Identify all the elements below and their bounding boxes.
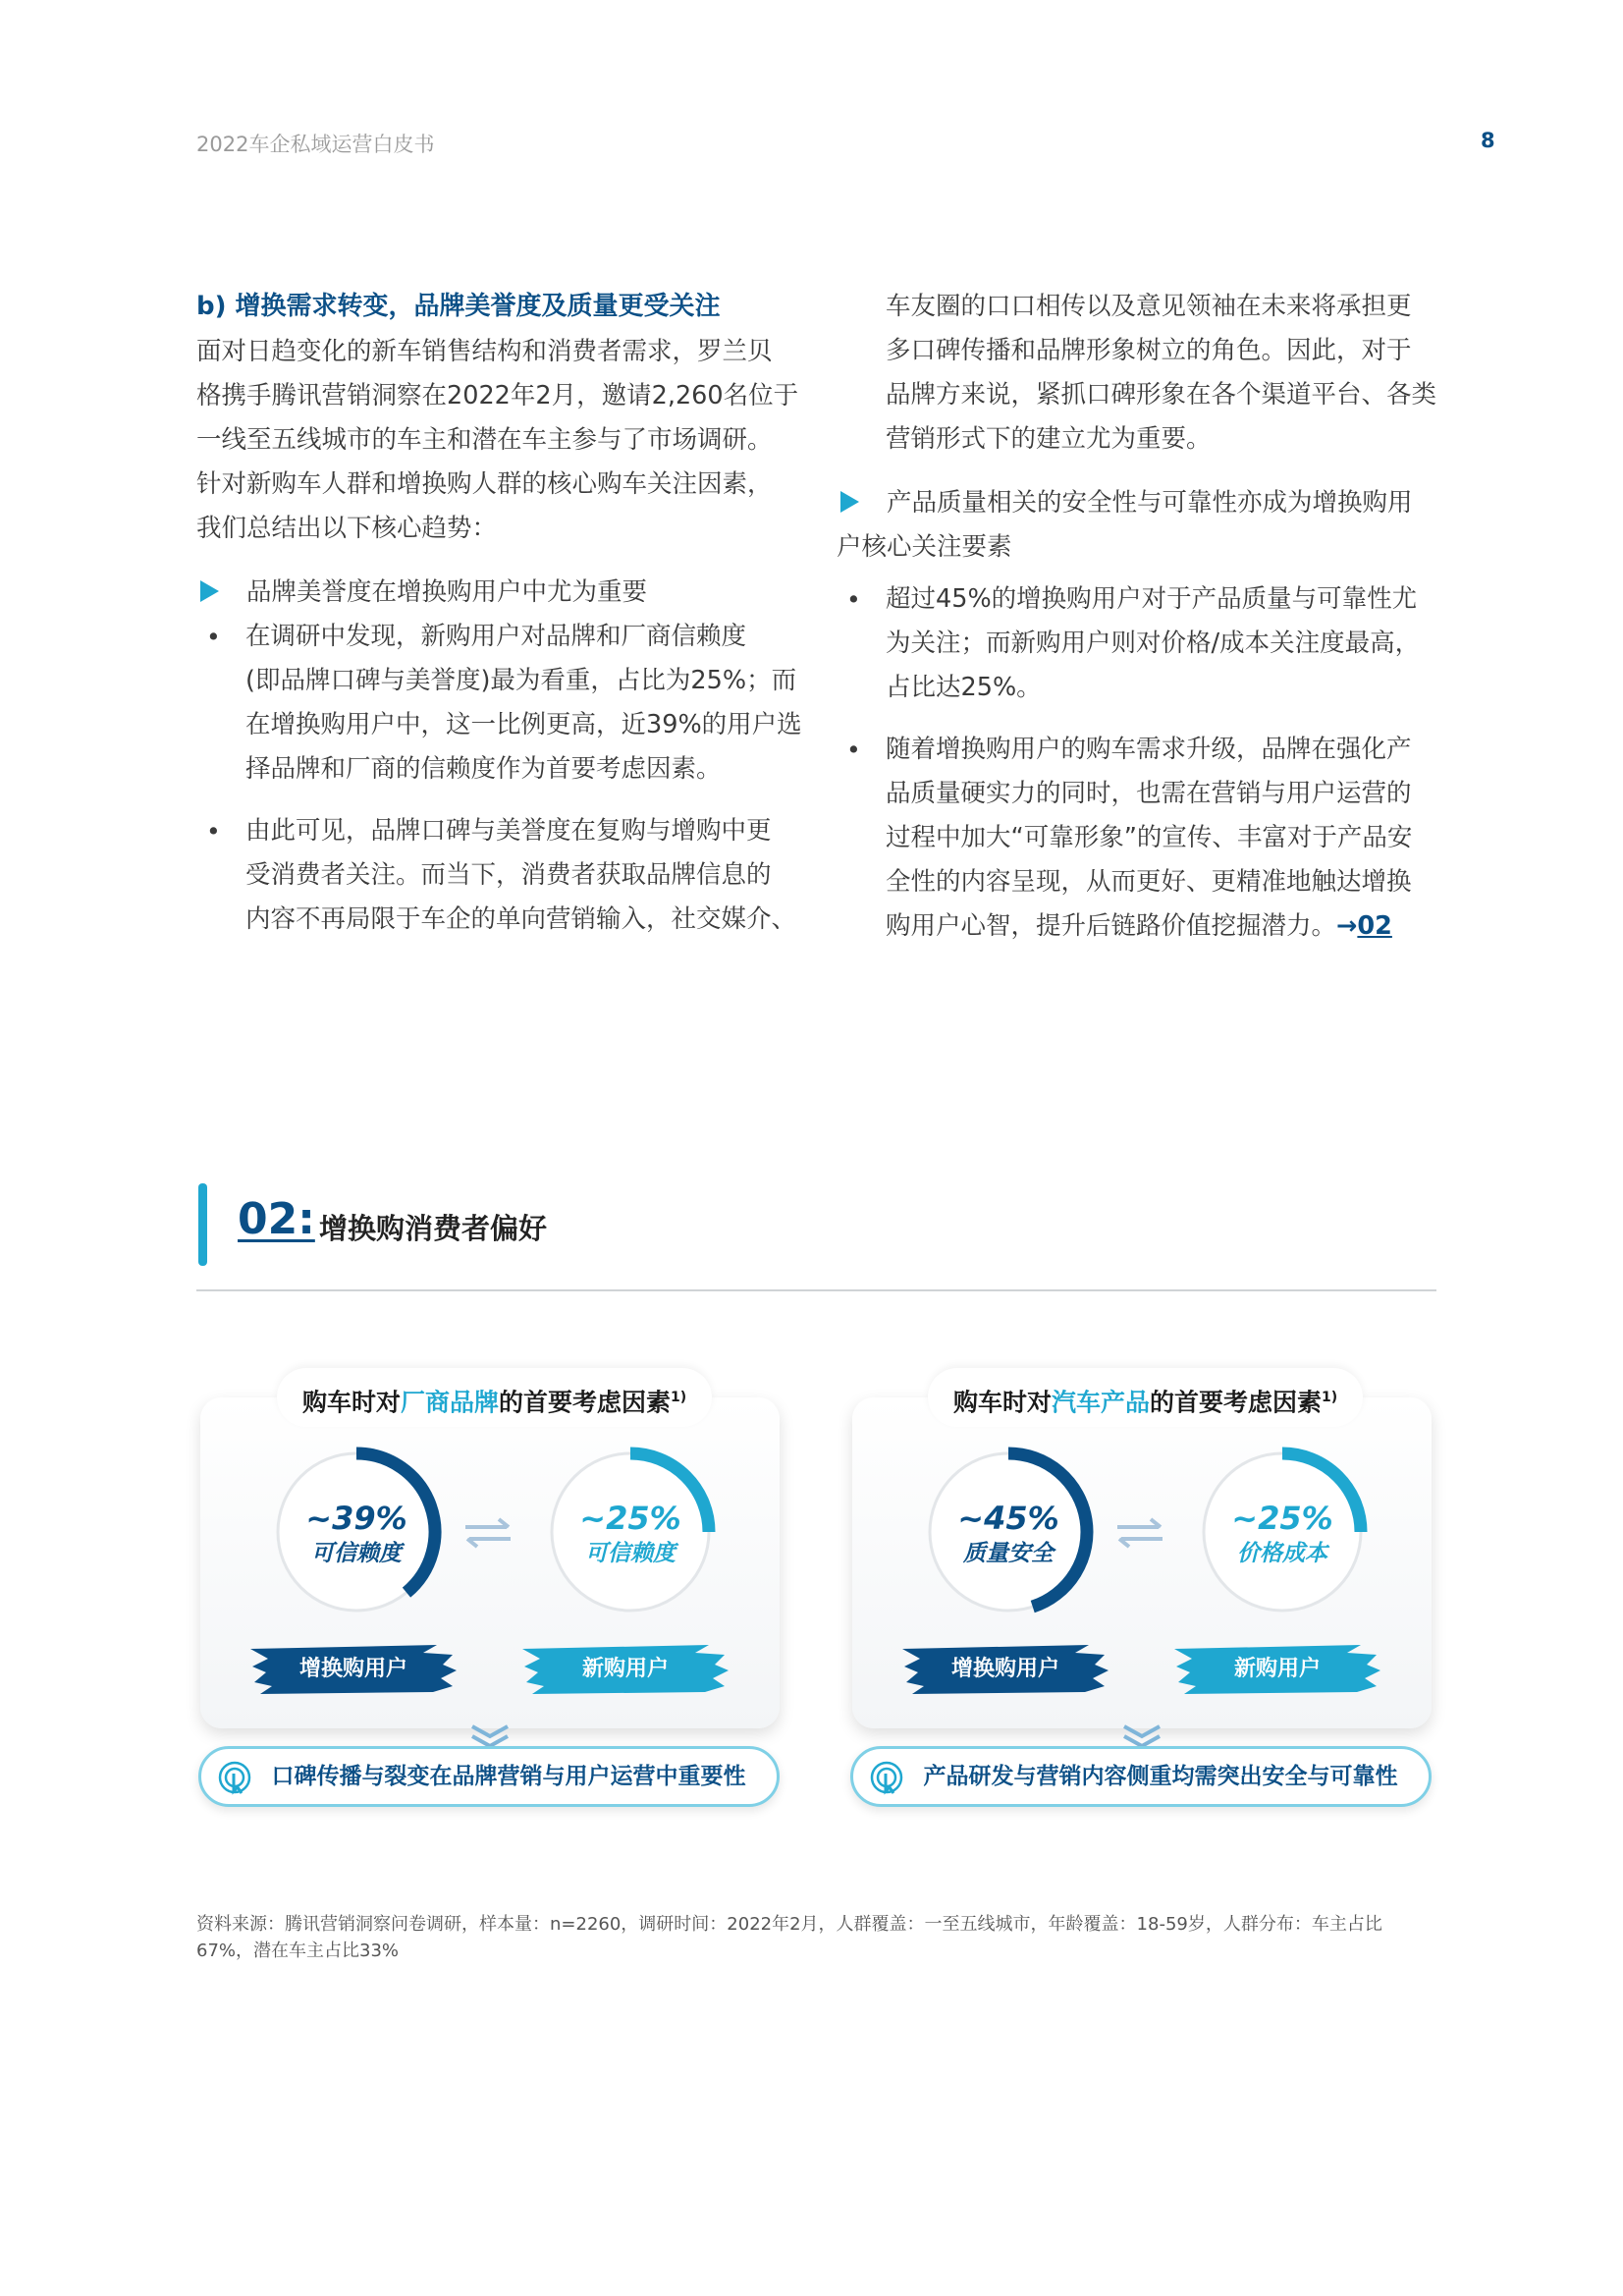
conclusion-text: 产品研发与营销内容侧重均需突出安全与可靠性 (923, 1764, 1398, 1789)
right-text-column (837, 285, 1445, 949)
triangle-bullet-icon (840, 491, 859, 513)
panel-title: 购车时对汽车产品的首要考虑因素$^{1)}$ (928, 1368, 1363, 1427)
text-line: 在调研中发现，新购用户对品牌和厂商信赖度 (245, 622, 747, 651)
bullet-item (196, 615, 805, 792)
ring-value-block (542, 1500, 719, 1570)
bullet-dot-icon: • (206, 623, 221, 651)
source-note: 资料来源：腾讯营销洞察问卷调研，样本量：n=2260，调研时间：2022年2月，人群覆盖：一至五线城市，年龄覆盖：18-59岁，人群分布：车主占比67%，潜在车主占比33% (196, 1914, 1382, 1961)
section-subheading: b) 增换需求转变，品牌美誉度及质量更受关注 (196, 292, 721, 321)
bullet-item (196, 809, 805, 942)
bullet-item (837, 577, 1445, 710)
text-line: 面对日趋变化的新车销售结构和消费者需求，罗兰贝 (196, 337, 773, 366)
key-point-heading (837, 481, 1445, 570)
text-line: 品质量硬实力的同时，也需在营销与用户运营的 (886, 779, 1412, 808)
left-text-column (196, 285, 805, 942)
key-point-text: 户核心关注要素 (837, 532, 1012, 562)
section-number: 02: (238, 1194, 315, 1244)
text-line: (即品牌口碑与美誉度)最为看重，占比为25%；而 (245, 666, 797, 695)
intro-paragraph (196, 330, 805, 551)
text-line: 择品牌和厂商的信赖度作为首要考虑因素。 (245, 754, 722, 784)
text-line: 全性的内容呈现，从而更好、更精准地触达增换 (886, 867, 1412, 897)
ring-label: 质量安全 (963, 1541, 1054, 1566)
text-line: 我们总结出以下核心趋势： (196, 514, 498, 543)
text-line: 营销形式下的建立尤为重要。 (886, 424, 1212, 454)
user-group-label: 增换购用户 (298, 1657, 407, 1681)
ring-label: 可信赖度 (585, 1541, 676, 1566)
ring-percentage: ~45% (957, 1500, 1059, 1537)
text-line: 由此可见，品牌口碑与美誉度在复购与增购中更 (245, 816, 772, 846)
conclusion-text: 口碑传播与裂变在品牌营销与用户运营中重要性 (271, 1764, 746, 1789)
section-divider (196, 1289, 1436, 1291)
user-group-label: 增换购用户 (950, 1657, 1059, 1681)
user-group-label: 新购用户 (1233, 1657, 1321, 1681)
text-line: 超过45%的增换购用户对于产品质量与可靠性尤 (886, 584, 1418, 614)
text-line: 占比达25%。 (886, 673, 1042, 702)
page-number: 8 (1481, 129, 1495, 152)
text-line: 品牌方来说，紧抓口碑形象在各个渠道平台、各类 (886, 380, 1437, 410)
text-line: 多口碑传播和品牌形象树立的角色。因此，对于 (886, 336, 1412, 365)
ring-value-block (268, 1500, 445, 1570)
figure-link[interactable]: 02 (1357, 911, 1392, 941)
bullet-dot-icon: • (846, 736, 861, 764)
arrow-right-icon: → (1336, 911, 1358, 941)
continuation-paragraph (837, 285, 1445, 462)
text-line: 过程中加大“可靠形象”的宣传、丰富对于产品安 (886, 823, 1413, 852)
ring-percentage: ~25% (579, 1500, 681, 1537)
bullet-dot-icon: • (846, 585, 861, 614)
key-point-heading (196, 571, 805, 615)
key-point-text: 产品质量相关的安全性与可靠性亦成为增换购用 (887, 488, 1413, 518)
text-line: 车友圈的口口相传以及意见领袖在未来将承担更 (886, 292, 1412, 321)
section-accent-bar (198, 1183, 207, 1266)
text-line: 针对新购车人群和增换购人群的核心购车关注因素， (196, 469, 773, 499)
swap-arrows-icon (461, 1515, 514, 1551)
text-line: 在增换购用户中，这一比例更高，近39%的用户选 (245, 710, 802, 739)
user-group-label: 新购用户 (581, 1657, 669, 1681)
ring-percentage: ~25% (1231, 1500, 1333, 1537)
text-line: 随着增换购用户的购车需求升级，品牌在强化产 (886, 735, 1412, 764)
ring-label: 可信赖度 (311, 1541, 402, 1566)
text-line: 一线至五线城市的车主和潜在车主参与了市场调研。 (196, 425, 773, 455)
panel-title-highlight: 厂商品牌 (401, 1388, 500, 1417)
ring-percentage: ~39% (305, 1500, 407, 1537)
panel-title: 购车时对厂商品牌的首要考虑因素$^{1)}$ (277, 1368, 712, 1427)
triangle-bullet-icon (200, 580, 219, 602)
conclusion-pill (850, 1746, 1432, 1807)
text-line: 购用户心智，提升后链路价值挖掘潜力。→02 (886, 911, 1392, 941)
ring-value-block (920, 1500, 1097, 1570)
ring-label: 价格成本 (1237, 1541, 1327, 1566)
text-line: 内容不再局限于车企的单向营销输入，社交媒介、 (245, 904, 797, 934)
ring-value-block (1194, 1500, 1371, 1570)
swap-arrows-icon (1113, 1515, 1166, 1551)
running-header: 2022车企私域运营白皮书 (196, 133, 435, 156)
bullet-item (837, 728, 1445, 949)
section-title: 增换购消费者偏好 (319, 1212, 548, 1245)
key-point-text: 品牌美誉度在增换购用户中尤为重要 (246, 577, 648, 607)
conclusion-pill (198, 1746, 780, 1807)
text-line: 为关注；而新购用户则对价格/成本关注度最高， (886, 629, 1421, 658)
bullet-dot-icon: • (206, 817, 221, 846)
text-line: 受消费者关注。而当下，消费者获取品牌信息的 (245, 860, 772, 890)
text-line: 格携手腾讯营销洞察在2022年2月，邀请2,260名位于 (196, 381, 799, 410)
panel-title-highlight: 汽车产品 (1052, 1388, 1151, 1417)
